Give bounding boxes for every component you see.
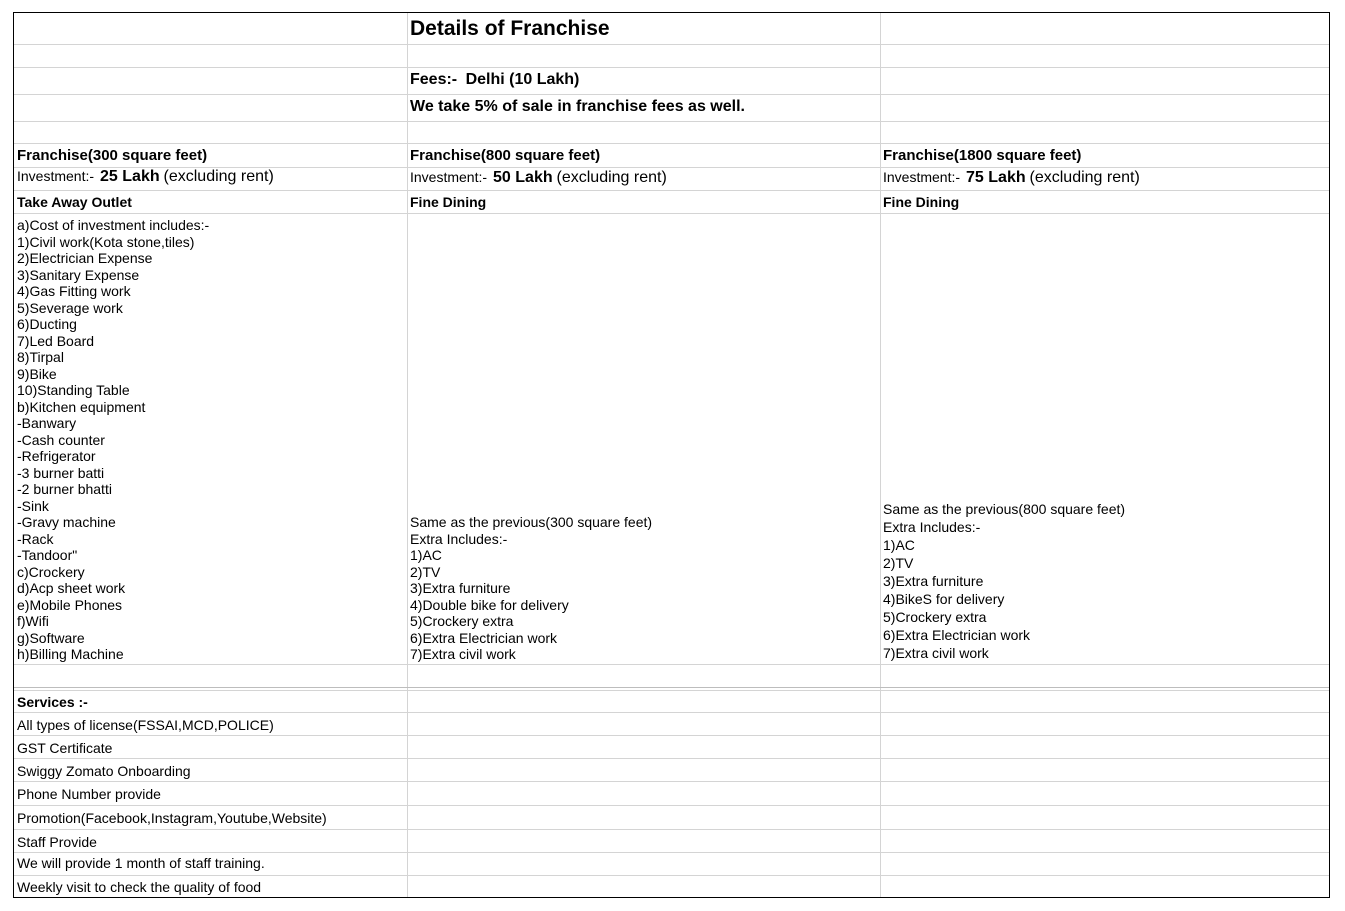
row-divider [14,67,1329,68]
franchise-name-800: Franchise(800 square feet) [410,147,601,164]
list-item: d)Acp sheet work [17,580,126,596]
list-item: 1)Civil work(Kota stone,tiles) [17,233,195,250]
list-item: 4)Gas Fitting work [17,283,131,299]
list-item: 5)Crockery extra [883,609,987,625]
services-heading: Services :- [17,694,88,710]
franchise-type-300: Take Away Outlet [17,194,132,210]
service-item: Promotion(Facebook,Instagram,Youtube,Website) [17,810,327,826]
list-item: 2)TV [410,563,441,580]
column-divider [880,13,881,897]
list-item: 7)Led Board [17,332,95,349]
list-item: 7)Extra civil work [883,645,989,661]
list-item: -Sink [17,497,49,514]
investment-label: Investment:- [410,169,488,185]
list-item: g)Software [17,629,85,646]
investment-amount: 75 Lakh [966,169,1026,186]
items-list-1800 [880,500,1329,662]
row-divider [14,758,1329,759]
list-item: 2)TV [883,555,914,571]
items-list-300 [14,217,407,663]
list-item: -Cash counter [17,431,105,448]
list-item: Same as the previous(300 square feet) [410,514,653,530]
list-item: 4)Double bike for delivery [410,596,569,613]
investment-label: Investment:- [17,168,95,184]
row-divider [14,44,1329,45]
investment-note: (excluding rent) [556,169,667,186]
list-item: -Gravy machine [17,514,116,530]
franchise-type-800: Fine Dining [410,194,487,210]
list-item: 9)Bike [17,365,57,382]
row-divider [14,781,1329,782]
list-item: 5)Crockery extra [410,613,514,629]
service-item: GST Certificate [17,740,113,756]
row-divider [14,735,1329,736]
list-item: 8)Tirpal [17,349,64,365]
fees-label: Fees:- [410,71,458,88]
row-divider [14,213,1329,214]
franchise-name-300: Franchise(300 square feet) [17,147,208,164]
service-item: We will provide 1 month of staff training. [17,855,265,871]
list-item: c)Crockery [17,563,85,580]
row-divider [14,94,1329,95]
list-item: e)Mobile Phones [17,596,123,613]
row-divider [14,664,1329,665]
franchise-sheet [13,12,1330,898]
list-item: 7)Extra civil work [410,646,516,662]
fees-note: We take 5% of sale in franchise fees as well. [410,98,745,115]
list-item: 1)AC [410,547,442,563]
list-item: 2)Electrician Expense [17,250,153,266]
list-item: -3 burner batti [17,464,105,481]
franchise-name-1800: Franchise(1800 square feet) [883,147,1082,164]
list-item: Same as the previous(800 square feet) [883,501,1126,517]
items-list-800 [407,514,880,663]
row-divider [14,829,1329,830]
list-item: b)Kitchen equipment [17,398,146,415]
service-item: All types of license(FSSAI,MCD,POLICE) [17,717,274,733]
list-item: -Tandoor" [17,547,78,563]
list-item: 3)Extra furniture [883,573,984,589]
investment-1800 [880,169,1329,187]
list-item: 4)BikeS for delivery [883,591,1005,607]
list-item: 6)Ducting [17,316,77,332]
row-divider [14,121,1329,122]
row-divider [14,690,1329,691]
list-item: Extra Includes:- [883,519,981,535]
list-item: -2 burner bhatti [17,481,112,497]
list-item: h)Billing Machine [17,646,124,662]
row-divider [14,852,1329,853]
fees-line [407,71,880,89]
fees-value: Delhi (10 Lakh) [465,71,580,88]
list-item: 10)Standing Table [17,382,130,398]
list-item: a)Cost of investment includes:- [17,217,210,233]
row-divider [14,687,1329,688]
column-divider [407,13,408,897]
list-item: Extra Includes:- [410,530,508,547]
list-item: -Rack [17,530,54,547]
investment-note: (excluding rent) [1029,169,1140,186]
row-divider [14,875,1329,876]
list-item: 3)Extra furniture [410,580,511,596]
list-item: 5)Severage work [17,299,123,316]
list-item: -Banwary [17,415,77,431]
investment-800 [407,169,880,187]
row-divider [14,190,1329,191]
service-item: Phone Number provide [17,786,161,802]
investment-amount: 50 Lakh [493,169,553,186]
service-item: Weekly visit to check the quality of food [17,879,262,895]
list-item: -Refrigerator [17,448,96,464]
row-divider [14,143,1329,144]
row-divider [14,805,1329,806]
list-item: 1)AC [883,537,915,553]
page-title: Details of Franchise [410,17,610,40]
investment-300 [14,168,407,186]
list-item: 6)Extra Electrician work [410,629,558,646]
service-item: Staff Provide [17,834,97,850]
list-item: f)Wifi [17,613,49,629]
list-item: 3)Sanitary Expense [17,266,140,283]
investment-note: (excluding rent) [163,168,274,185]
investment-label: Investment:- [883,169,961,185]
service-item: Swiggy Zomato Onboarding [17,763,191,779]
investment-amount: 25 Lakh [100,168,160,185]
row-divider [14,712,1329,713]
franchise-type-1800: Fine Dining [883,194,960,210]
list-item: 6)Extra Electrician work [883,627,1031,643]
